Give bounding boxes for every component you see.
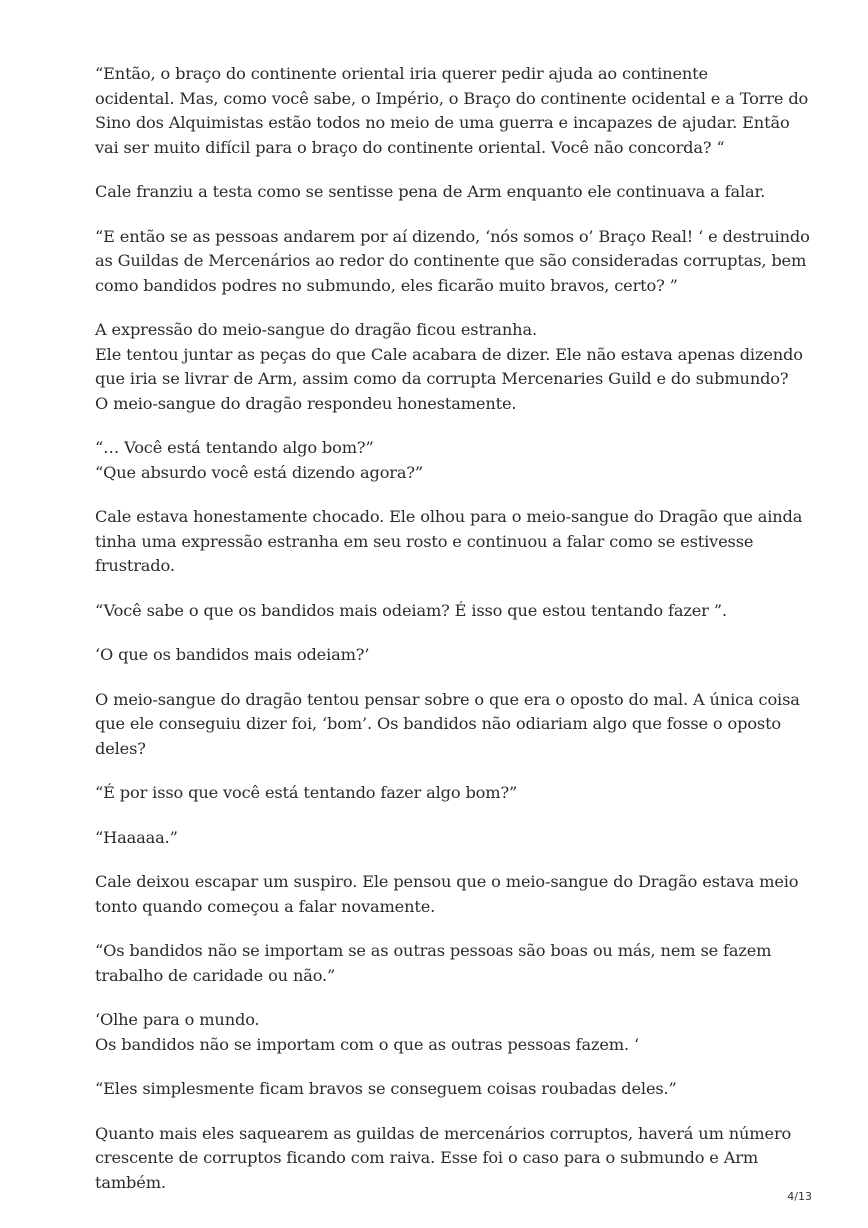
text-line: Cale estava honestamente chocado. Ele olhou para o meio-sangue do Dragão que ainda — [95, 507, 803, 526]
text-line: que ele conseguiu dizer foi, ‘bom’. Os bandidos não odiariam algo que fosse o oposto — [95, 714, 782, 733]
text-line: “Haaaaa.” — [95, 827, 178, 847]
text-line: ‘O que os bandidos mais odeiam?’ — [95, 645, 370, 664]
paragraph — [95, 318, 803, 416]
text-line: ‘Olhe para o mundo. — [95, 1010, 260, 1029]
text-line: Os bandidos não se importam com o que as outras pessoas fazem. ‘ — [95, 1034, 639, 1054]
text-line: Cale franziu a testa como se sentisse pena de Arm enquanto ele continuava a falar. — [95, 182, 766, 201]
text-line: “Que absurdo você está dizendo agora?” — [95, 462, 424, 482]
text-line: Ele tentou juntar as peças do que Cale acabara de dizer. Ele não estava apenas dizendo — [95, 344, 803, 364]
text-line: as Guildas de Mercenários ao redor do continente que são consideradas corruptas, bem — [95, 251, 807, 270]
text-line: trabalho de caridade ou não.” — [95, 965, 336, 985]
paragraph — [95, 180, 785, 205]
paragraph — [95, 1122, 792, 1196]
text-line: Sino dos Alquimistas estão todos no meio de uma guerra e incapazes de ajudar. Então — [95, 113, 790, 132]
text-line: deles? — [95, 738, 146, 758]
text-line: “Você sabe o que os bandidos mais odeiam? É isso que estou tentando fazer ”. — [95, 600, 727, 620]
paragraph — [95, 505, 803, 579]
paragraph — [95, 225, 810, 299]
text-line: tonto quando começou a falar novamente. — [95, 896, 436, 916]
paragraph — [95, 781, 785, 806]
paragraph — [95, 643, 785, 668]
text-line: ocidental. Mas, como você sabe, o Império, o Braço do continente ocidental e a Torre do — [95, 88, 809, 108]
paragraph — [95, 688, 800, 762]
paragraph — [95, 1008, 785, 1057]
text-line: “Os bandidos não se importam se as outras pessoas são boas ou más, nem se fazem — [95, 941, 772, 960]
text-line: como bandidos podres no submundo, eles ficarão muito bravos, certo? ” — [95, 275, 678, 295]
page-number: 4/13 — [787, 1190, 812, 1203]
paragraph — [95, 939, 785, 988]
text-line: frustrado. — [95, 556, 175, 575]
text-line: “Eles simplesmente ficam bravos se conseguem coisas roubadas deles.” — [95, 1079, 677, 1098]
paragraph — [95, 599, 785, 624]
paragraph — [95, 436, 785, 485]
text-line: “E então se as pessoas andarem por aí dizendo, ‘nós somos o’ Braço Real! ‘ e destruindo — [95, 226, 810, 246]
text-line: tinha uma expressão estranha em seu rosto e continuou a falar como se estivesse — [95, 531, 754, 551]
text-line: “… Você está tentando algo bom?” — [95, 438, 374, 457]
paragraph — [95, 1077, 785, 1102]
text-line: crescente de corruptos ficando com raiva. Esse foi o caso para o submundo e Arm — [95, 1148, 759, 1167]
text-line: O meio-sangue do dragão respondeu honestamente. — [95, 393, 517, 413]
text-line: Cale deixou escapar um suspiro. Ele pensou que o meio-sangue do Dragão estava meio — [95, 872, 799, 891]
paragraph — [95, 62, 809, 160]
text-line: vai ser muito difícil para o braço do continente oriental. Você não concorda? “ — [95, 137, 725, 157]
text-line: que iria se livrar de Arm, assim como da corrupta Mercenaries Guild e do submundo? — [95, 369, 789, 388]
paragraph — [95, 870, 799, 919]
text-line: Quanto mais eles saquearem as guildas de mercenários corruptos, haverá um número — [95, 1123, 792, 1143]
text-line: “Então, o braço do continente oriental iria querer pedir ajuda ao continente — [95, 64, 708, 83]
text-line: também. — [95, 1172, 166, 1192]
paragraph — [95, 826, 785, 851]
text-line: A expressão do meio-sangue do dragão ficou estranha. — [95, 320, 537, 339]
text-line: “É por isso que você está tentando fazer algo bom?” — [95, 783, 518, 802]
text-line: O meio-sangue do dragão tentou pensar sobre o que era o oposto do mal. A única coisa — [95, 689, 800, 709]
